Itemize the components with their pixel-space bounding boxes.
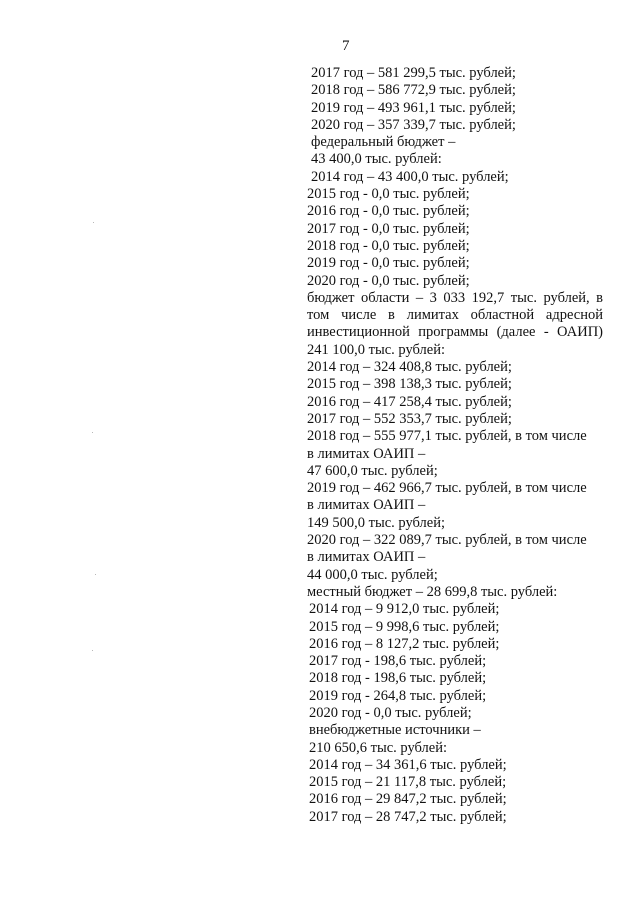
text-line: 149 500,0 тыс. рублей; bbox=[307, 514, 445, 531]
text-line: 2019 год – 462 966,7 тыс. рублей, в том числе bbox=[307, 480, 587, 497]
scan-speck bbox=[92, 432, 93, 433]
text-line: том числе в лимитах областной адресной bbox=[307, 307, 603, 324]
text-line: 47 600,0 тыс. рублей; bbox=[307, 462, 438, 479]
text-line: 2020 год – 357 339,7 тыс. рублей; bbox=[311, 116, 516, 133]
text-line: 2020 год - 0,0 тыс. рублей; bbox=[307, 272, 470, 289]
text-line: бюджет области – 3 033 192,7 тыс. рублей, в bbox=[307, 289, 603, 306]
budget-text-block bbox=[307, 65, 603, 826]
text-line: 2017 год - 0,0 тыс. рублей; bbox=[307, 220, 470, 237]
text-line: 2017 год - 198,6 тыс. рублей; bbox=[309, 653, 487, 670]
text-line: 2018 год – 555 977,1 тыс. рублей, в том числе bbox=[307, 428, 587, 445]
text-line: 2015 год - 0,0 тыс. рублей; bbox=[307, 186, 470, 203]
text-line: 2017 год – 552 353,7 тыс. рублей; bbox=[307, 410, 512, 427]
text-line: 2014 год – 34 361,6 тыс. рублей; bbox=[309, 756, 507, 773]
text-line: 2019 год - 264,8 тыс. рублей; bbox=[309, 687, 487, 704]
text-line: 2016 год – 417 258,4 тыс. рублей; bbox=[307, 393, 512, 410]
text-line: 2015 год – 398 138,3 тыс. рублей; bbox=[307, 376, 512, 393]
text-line: 2016 год – 8 127,2 тыс. рублей; bbox=[309, 635, 500, 652]
text-line: 2014 год – 43 400,0 тыс. рублей; bbox=[311, 168, 509, 185]
text-line: 2017 год – 28 747,2 тыс. рублей; bbox=[309, 808, 507, 825]
text-line: 241 100,0 тыс. рублей: bbox=[307, 341, 445, 358]
text-line: 2017 год – 581 299,5 тыс. рублей; bbox=[311, 65, 516, 81]
text-line: 2020 год - 0,0 тыс. рублей; bbox=[309, 704, 472, 721]
text-line: внебюджетные источники – bbox=[309, 722, 481, 739]
text-line: 44 000,0 тыс. рублей; bbox=[307, 566, 438, 583]
scan-speck bbox=[93, 222, 94, 223]
text-line: 210 650,6 тыс. рублей: bbox=[309, 739, 447, 756]
text-line: 2014 год – 9 912,0 тыс. рублей; bbox=[309, 601, 500, 618]
text-line: 43 400,0 тыс. рублей: bbox=[311, 151, 442, 168]
text-line: в лимитах ОАИП – bbox=[307, 445, 426, 462]
text-line: 2020 год – 322 089,7 тыс. рублей, в том числе bbox=[307, 532, 587, 549]
text-line: федеральный бюджет – bbox=[311, 134, 456, 151]
scan-speck bbox=[92, 650, 93, 651]
text-line: 2019 год – 493 961,1 тыс. рублей; bbox=[311, 99, 516, 116]
text-line: инвестиционной программы (далее - ОАИП) bbox=[307, 324, 603, 341]
text-line: 2015 год – 21 117,8 тыс. рублей; bbox=[309, 774, 507, 791]
text-line: в лимитах ОАИП – bbox=[307, 497, 426, 514]
text-line: 2014 год – 324 408,8 тыс. рублей; bbox=[307, 359, 512, 376]
page-number: 7 bbox=[342, 38, 350, 54]
text-line: 2019 год - 0,0 тыс. рублей; bbox=[307, 255, 470, 272]
scan-speck bbox=[95, 574, 96, 575]
text-line: 2018 год - 198,6 тыс. рублей; bbox=[309, 670, 487, 687]
text-line: 2015 год – 9 998,6 тыс. рублей; bbox=[309, 618, 500, 635]
text-line: 2016 год – 29 847,2 тыс. рублей; bbox=[309, 791, 507, 808]
text-line: 2016 год - 0,0 тыс. рублей; bbox=[307, 203, 470, 220]
text-line: 2018 год – 586 772,9 тыс. рублей; bbox=[311, 82, 516, 99]
text-line: в лимитах ОАИП – bbox=[307, 549, 426, 566]
text-line: местный бюджет – 28 699,8 тыс. рублей: bbox=[307, 583, 558, 600]
text-line: 2018 год - 0,0 тыс. рублей; bbox=[307, 237, 470, 254]
